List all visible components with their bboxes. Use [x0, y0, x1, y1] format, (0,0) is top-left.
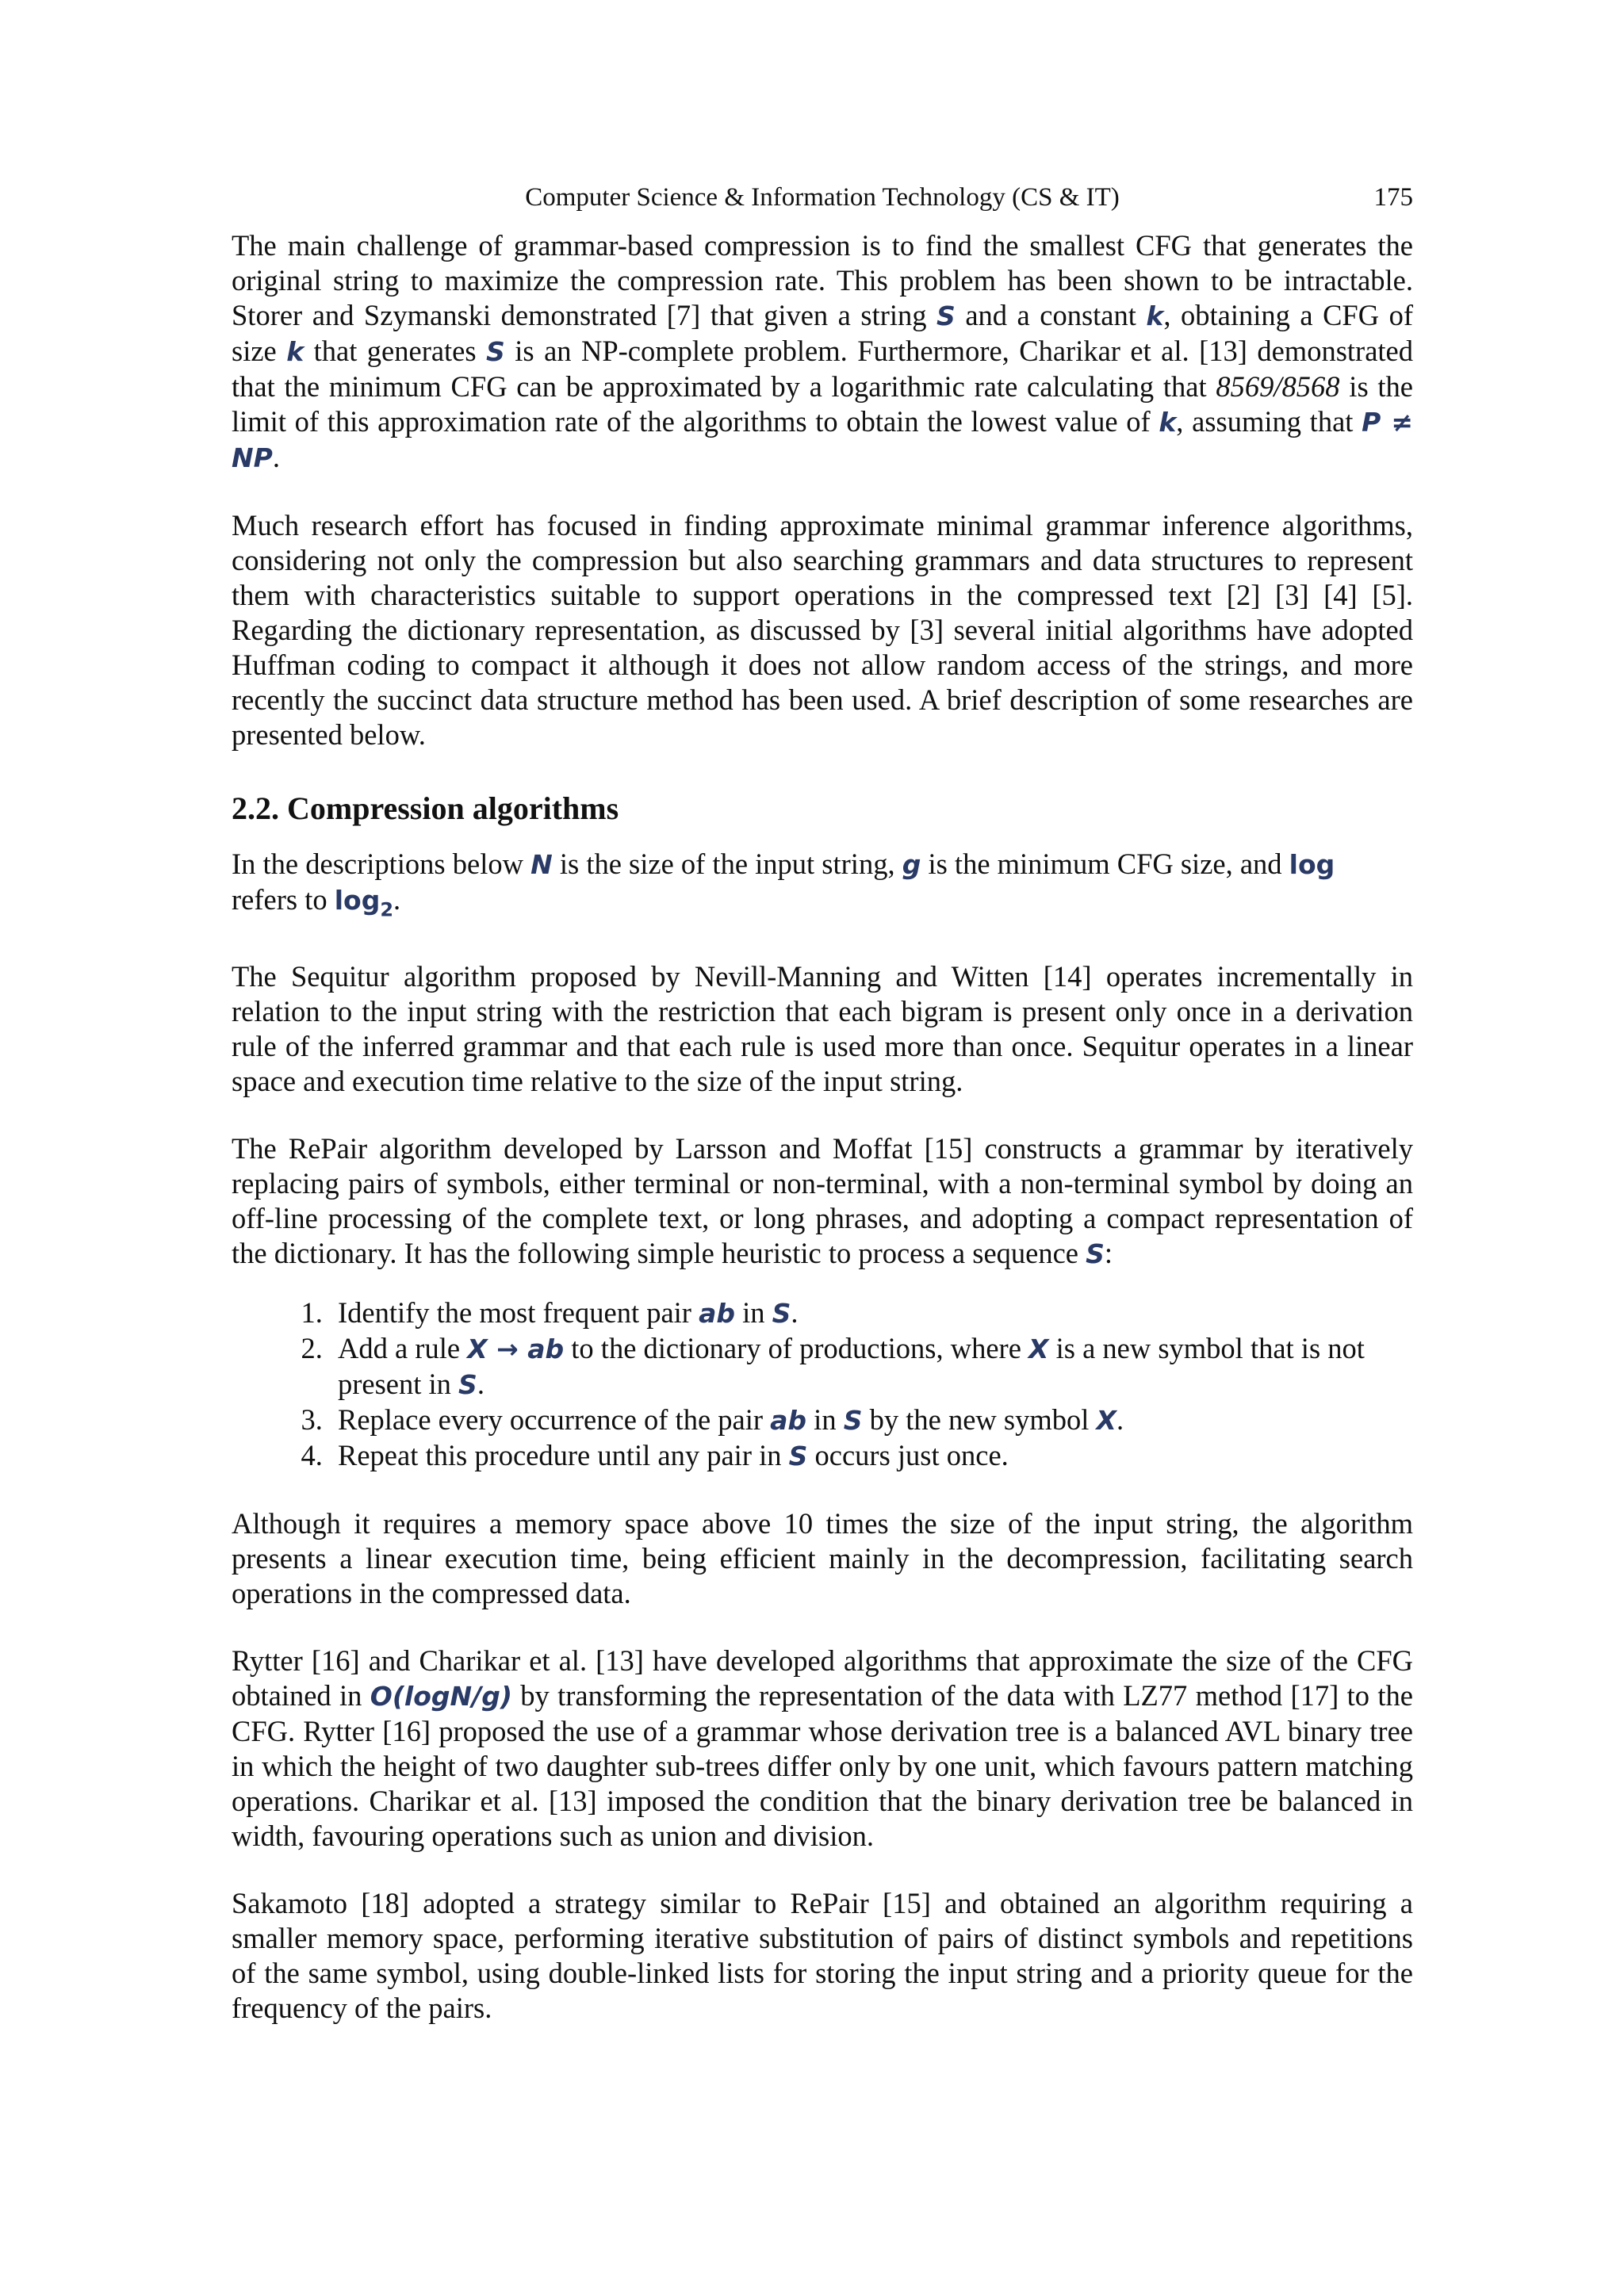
paragraph-intractability	[232, 228, 1413, 476]
journal-name: Computer Science & Information Technology (CS & IT)	[525, 183, 1120, 212]
math-symbol: S	[788, 1441, 808, 1472]
text-run: .	[1116, 1403, 1124, 1437]
text-run: .	[791, 1296, 799, 1330]
math-symbol: S	[772, 1298, 791, 1330]
text-run: is a new symbol that is not present in	[338, 1332, 1365, 1401]
math-symbol: k	[1159, 407, 1177, 438]
paragraph-sakamoto: Sakamoto [18] adopted a strategy similar to RePair [15] and obtained an algorithm requiring a smaller memory space, performing iterative substitution of pairs of distinct symbols and repetitions of the same symbol, using double-linked lists for storing the input string and a priority queue for the frequency of the pairs.	[232, 1887, 1413, 2025]
text-run: Add a rule	[338, 1332, 468, 1365]
repair-steps-list	[232, 1295, 1413, 1474]
body-text	[232, 228, 1413, 2058]
math-symbol: O(logN/g)	[370, 1681, 512, 1712]
math-symbol: k	[1146, 300, 1164, 331]
paragraph-repair	[232, 1131, 1413, 1272]
list-item	[330, 1438, 1413, 1474]
math-symbol: k	[286, 336, 304, 367]
text-run: .	[393, 883, 401, 916]
text-run: refers to	[232, 883, 335, 916]
list-item	[330, 1295, 1413, 1331]
text-run: to the dictionary of productions, where	[564, 1332, 1029, 1365]
text-run: that generates	[304, 335, 487, 367]
text-run: The main challenge of grammar-based compression is to find the smallest CFG that generates the original string to maximize the compression rate. This problem has been shown to be intractable. Storer and Szymanski demonstrated [7] that given a string	[232, 229, 1413, 331]
math-symbol: S	[486, 336, 505, 367]
text-run: The RePair algorithm developed by Larsson and Moffat [15] constructs a grammar by iteratively replacing pairs of symbols, either terminal or non-terminal, with a non-terminal symbol by doing an off-line processing of the complete text, or long phrases, and adopting a compact representation of the dictionary. It has the following simple heuristic to process a sequence	[232, 1132, 1413, 1270]
math-symbol: N	[530, 849, 553, 880]
text-run: .	[477, 1368, 485, 1401]
math-symbol: ab	[770, 1405, 807, 1437]
text-run: .	[272, 441, 280, 473]
text-run: in	[734, 1296, 772, 1330]
section-heading: 2.2. Compression algorithms	[232, 790, 619, 826]
list-item	[330, 1402, 1413, 1438]
text-run: is the minimum CFG size, and	[921, 848, 1289, 880]
math-symbol: log	[1289, 849, 1335, 880]
math-symbol: P ≠ NP	[232, 407, 1413, 473]
text-run: by transforming the representation of the data with LZ77 method [17] to the CFG. Rytter [16] proposed the use of a grammar whose derivation tree is a balanced AVL binary tree in which the height of two daughter sub-trees differ only by one unit, which favours pattern matching operations. Charikar et al. [13] imposed the condition that the binary derivation tree be balanced in width, favouring operations such as union and division.	[232, 1679, 1413, 1853]
text-run: , obtaining a CFG of size	[232, 299, 1413, 367]
paragraph-rytter	[232, 1644, 1413, 1854]
page-number: 175	[1373, 183, 1413, 212]
list-item	[330, 1331, 1413, 1402]
math-subscript: 2	[380, 898, 394, 921]
text-run: Identify the most frequent pair	[338, 1296, 699, 1330]
text-run: is an NP-complete problem. Furthermore, Charikar et al. [13] demonstrated that the minimum CFG can be approximated by a logarithmic rate calculating that	[232, 335, 1413, 403]
text-run: Rytter [16] and Charikar et al. [13] have developed algorithms that approximate the size of the CFG obtained in	[232, 1644, 1413, 1712]
text-run: :	[1104, 1237, 1113, 1270]
paragraph-memory: Although it requires a memory space above 10 times the size of the input string, the algorithm presents a linear execution time, being efficient mainly in the decompression, facilitating search operations in the compressed data.	[232, 1507, 1413, 1610]
ratio-value: 8569/8568	[1216, 370, 1340, 403]
text-run: and a constant	[955, 299, 1147, 331]
math-symbol: S	[843, 1405, 863, 1437]
math-symbol: ab	[699, 1298, 735, 1330]
math-symbol: g	[902, 849, 921, 880]
math-symbol: X	[1096, 1405, 1116, 1437]
text-run: In the descriptions below	[232, 848, 531, 880]
running-header	[232, 178, 1413, 217]
math-symbol: X → ab	[467, 1334, 565, 1365]
math-symbol: S	[458, 1369, 477, 1401]
text-run: by the new symbol	[862, 1403, 1097, 1437]
text-run: Repeat this procedure until any pair in	[338, 1439, 789, 1472]
text-run: , assuming that	[1176, 405, 1362, 438]
paragraph-notation	[232, 847, 1413, 927]
text-run: is the size of the input string,	[552, 848, 902, 880]
text-run: Replace every occurrence of the pair	[338, 1403, 771, 1437]
text-run: is the limit of this approximation rate of the algorithms to obtain the lowest value of	[232, 370, 1413, 438]
paragraph-research-effort: Much research effort has focused in finding approximate minimal grammar inference algorithms, considering not only the compression but also searching grammars and data structures to represent them with characteristics suitable to support operations in the compressed text [2] [3] [4] [5]. Regarding the dictionary representation, as discussed by [3] several initial algorithms have adopted Huffman coding to compact it although it does not allow random access of the strings, and more recently the succinct data structure method has been used. A brief description of some researches are presented below.	[232, 509, 1413, 751]
text-run: in	[806, 1403, 844, 1437]
math-symbol: log	[334, 885, 381, 916]
paragraph-sequitur: The Sequitur algorithm proposed by Nevill-Manning and Witten [14] operates incrementally in relation to the input string with the restriction that each bigram is present only once in a derivation rule of the inferred grammar and that each rule is used more than once. Sequitur operates in a linear space and execution time relative to the size of the input string.	[232, 960, 1413, 1098]
math-symbol: S	[1086, 1238, 1105, 1270]
math-symbol: S	[936, 300, 956, 331]
math-symbol: X	[1028, 1334, 1049, 1365]
text-run: occurs just once.	[807, 1439, 1009, 1472]
